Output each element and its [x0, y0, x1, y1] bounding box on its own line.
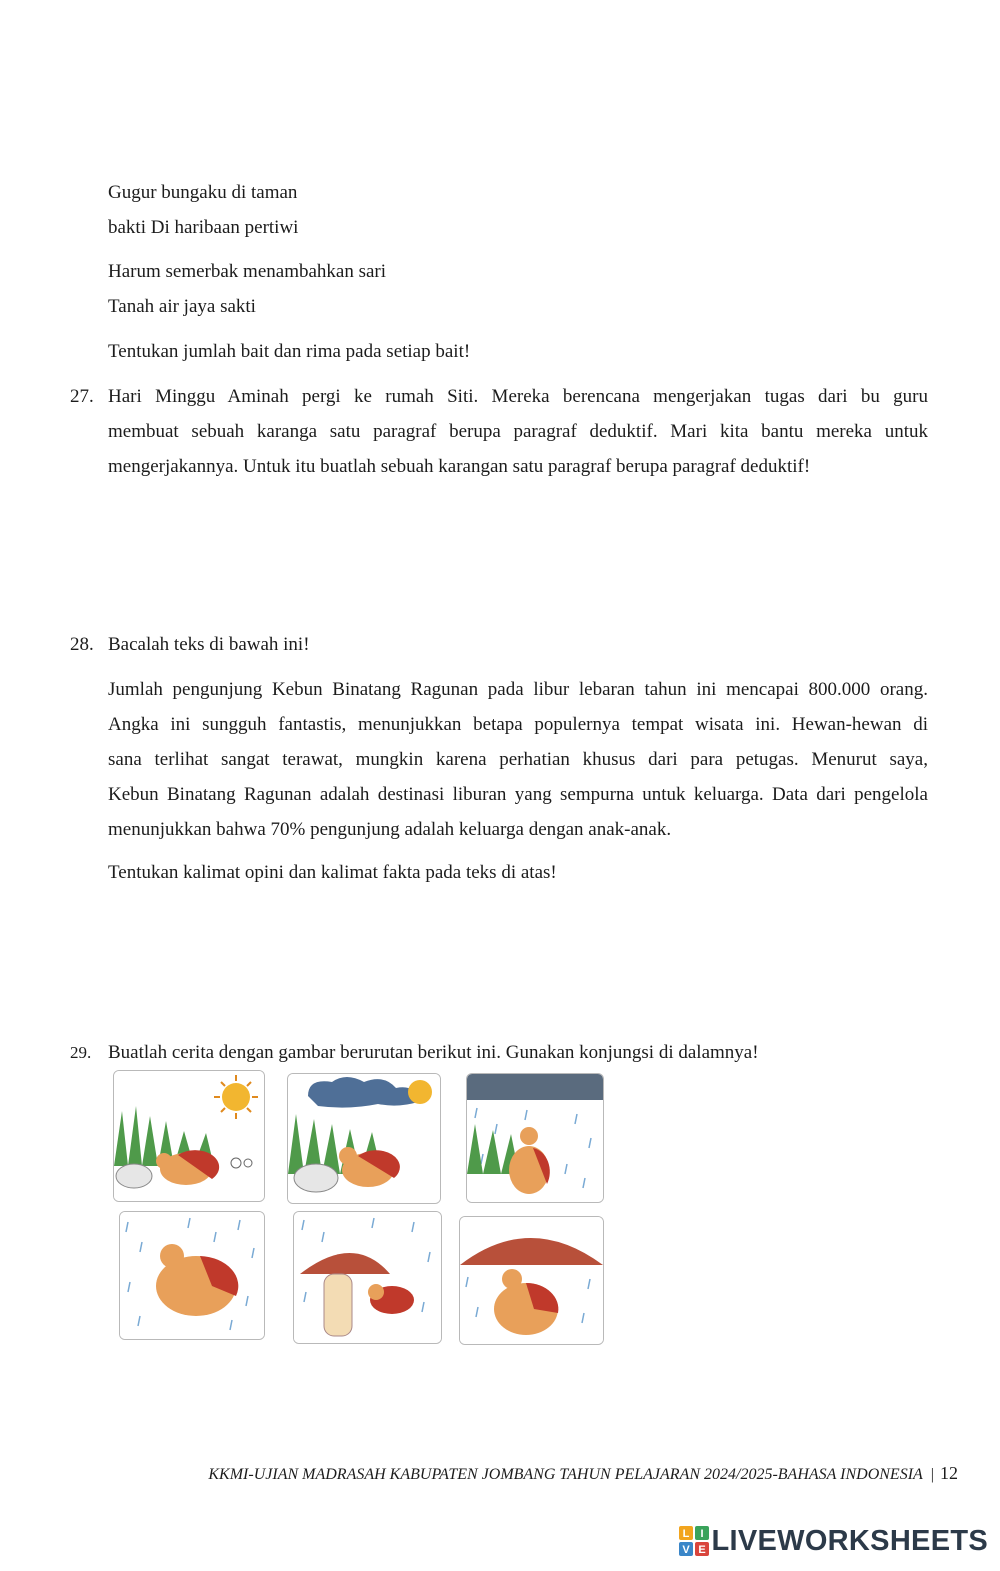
question-28-passage	[108, 672, 928, 847]
text-line: Angka ini sungguh fantastis, menunjukkan betapa populernya tempat wisata ini. Hewan-hewan di	[108, 714, 928, 735]
poem-line: Gugur bungaku di taman	[108, 182, 298, 203]
brand-name: LIVEWORKSHEETS	[711, 1524, 988, 1557]
question-28-prompt: Bacalah teks di bawah ini!	[108, 634, 310, 655]
logo-letter: L	[682, 1528, 689, 1540]
logo-letter: V	[681, 1544, 690, 1556]
text-line: membuat sebuah karanga satu paragraf berupa paragraf deduktif. Mari kita bantu mereka untuk	[108, 421, 928, 442]
question-28-instruction: Tentukan kalimat opini dan kalimat fakta pada teks di atas!	[108, 862, 557, 883]
question-27-text	[108, 379, 928, 484]
text-line: Hari Minggu Aminah pergi ke rumah Siti. Mereka berencana mengerjakan tugas dari bu guru	[108, 386, 928, 407]
story-panel-2	[287, 1073, 441, 1204]
story-panel-3	[466, 1073, 604, 1203]
text-line: Jumlah pengunjung Kebun Binatang Ragunan pada libur lebaran tahun ini mencapai 800.000 orang.	[108, 679, 928, 700]
poem-line: Harum semerbak menambahkan sari	[108, 261, 387, 282]
story-panel-6	[459, 1216, 604, 1345]
question-number-28: 28.	[70, 634, 94, 655]
text-line: sana terlihat sangat terawat, mungkin karena perhatian khusus dari para petugas. Menurut saya,	[108, 749, 928, 770]
ladybug-sunny-illustration	[114, 1071, 264, 1201]
footer-text: KKMI-UJIAN MADRASAH KABUPATEN JOMBANG TAHUN PELAJARAN 2024/2025-BAHASA INDONESIA	[208, 1466, 923, 1483]
ladybug-cloudy-illustration	[288, 1074, 440, 1203]
page-number: 12	[940, 1463, 958, 1483]
story-panel-1	[113, 1070, 265, 1202]
poem-line: bakti Di haribaan pertiwi	[108, 217, 299, 238]
logo-letter: E	[697, 1544, 706, 1556]
story-panel-4	[119, 1211, 265, 1340]
text-line: mengerjakannya. Untuk itu buatlah sebuah karangan satu paragraf berupa paragraf deduktif!	[108, 456, 811, 477]
logo-letter: I	[699, 1528, 704, 1540]
poem-instruction: Tentukan jumlah bait dan rima pada setiap bait!	[108, 341, 471, 362]
question-number-29: 29.	[70, 1043, 92, 1062]
ladybug-running-rain-illustration	[120, 1212, 264, 1339]
liveworksheets-brand[interactable]	[679, 1523, 989, 1559]
liveworksheets-logo-icon	[679, 1526, 709, 1556]
story-panel-5	[293, 1211, 442, 1344]
ladybug-under-mushroom-illustration	[460, 1217, 603, 1344]
ladybug-rain-start-illustration	[467, 1074, 603, 1202]
page-footer	[150, 1456, 958, 1492]
text-line: menunjukkan bahwa 70% pengunjung adalah keluarga dengan anak-anak.	[108, 819, 672, 840]
footer-separator: |	[930, 1466, 934, 1483]
question-number-27: 27.	[70, 386, 94, 407]
question-29-prompt: Buatlah cerita dengan gambar berurutan berikut ini. Gunakan konjungsi di dalamnya!	[108, 1042, 759, 1063]
poem-line: Tanah air jaya sakti	[108, 296, 256, 317]
text-line: Kebun Binatang Ragunan adalah destinasi liburan yang sempurna untuk keluarga. Data dari pengelola	[108, 784, 928, 805]
mushroom-shelter-illustration	[294, 1212, 441, 1343]
